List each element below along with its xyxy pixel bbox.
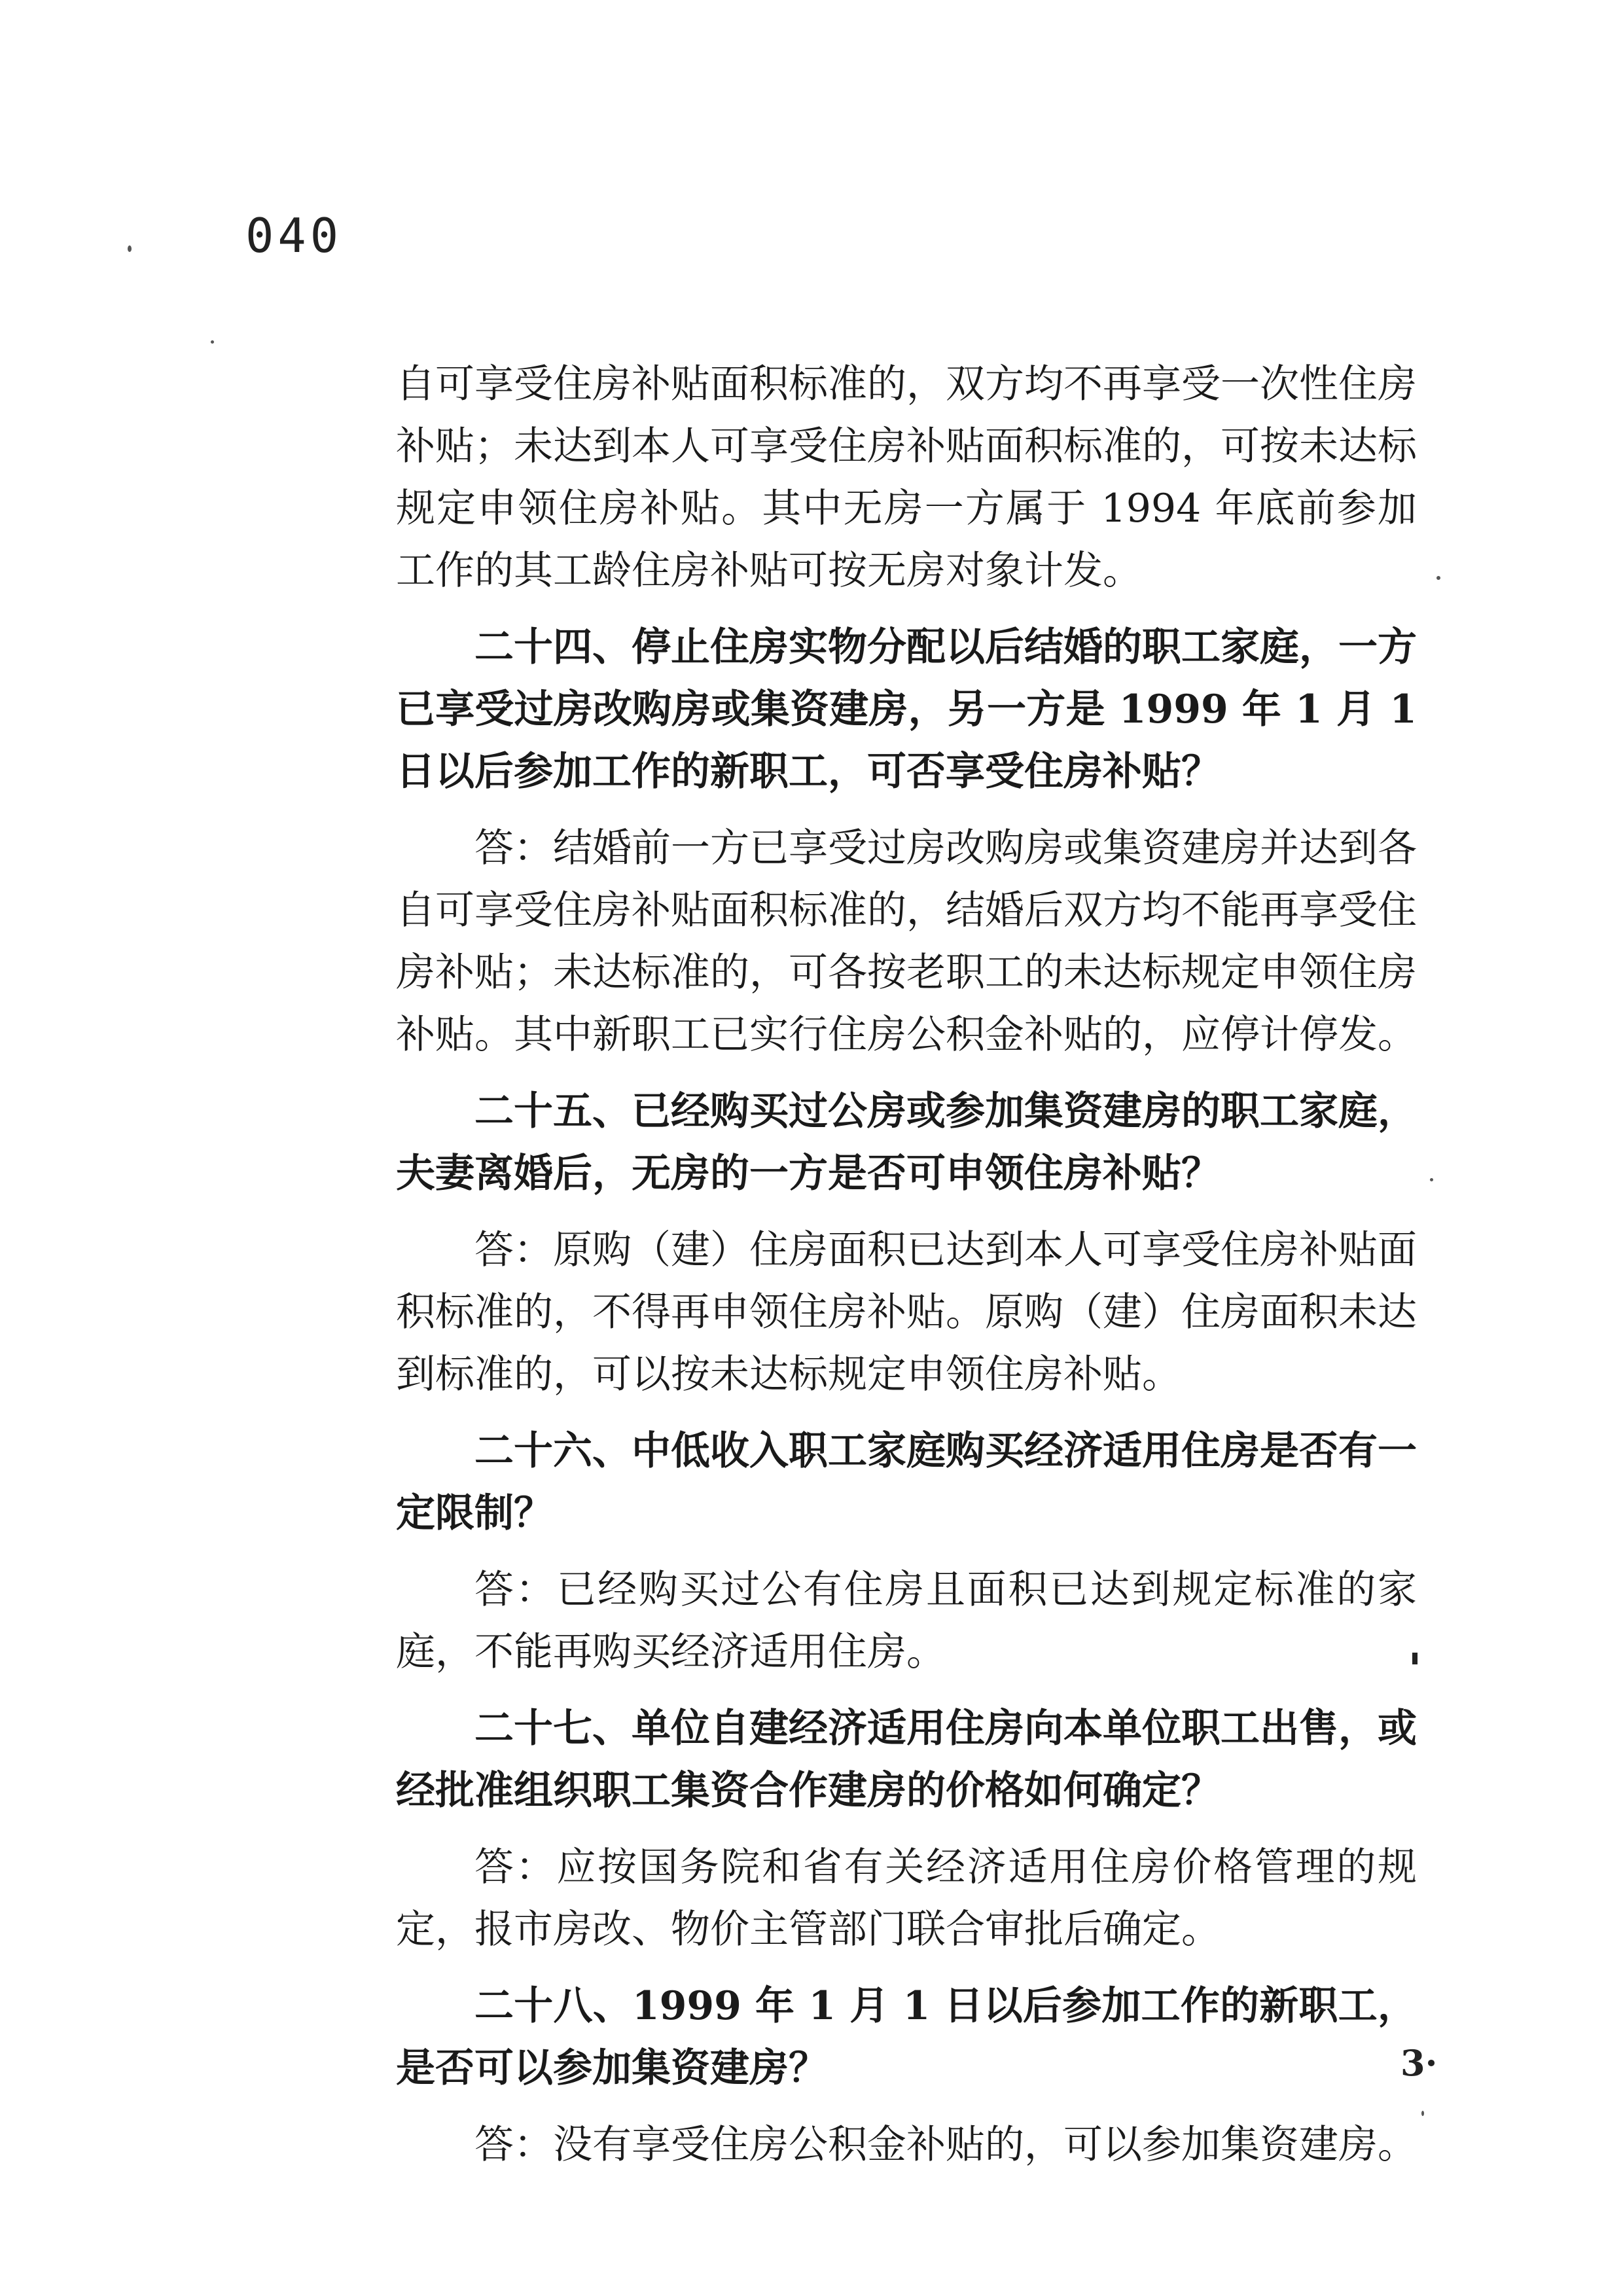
scan-speck [1412, 1653, 1418, 1664]
footer-page-mark: 3· [1400, 2042, 1438, 2084]
question-24: 二十四、停止住房实物分配以后结婚的职工家庭，一方已享受过房改购房或集资建房，另一方是 1999 年 1 月 1 日以后参加工作的新职工，可否享受住房补贴？ [396, 624, 1417, 795]
answer-25: 答：原购（建）住房面积已达到本人可享受住房补贴面积标准的，不得再申领住房补贴。原购（建）住房面积未达到标准的，可以按未达标规定申领住房补贴。 [396, 1227, 1417, 1397]
answer-27: 答：应按国务院和省有关经济适用住房价格管理的规定，报市房改、物价主管部门联合审批后确定。 [396, 1844, 1417, 1952]
scan-speck [128, 245, 132, 252]
answer-28: 答：没有享受住房公积金补贴的，可以参加集资建房。 [474, 2122, 1417, 2168]
scan-speck [1421, 2111, 1424, 2116]
question-28: 二十八、1999 年 1 月 1 日以后参加工作的新职工，是否可以参加集资建房？ [396, 1983, 1417, 2091]
document-body [396, 353, 1417, 2191]
answer-24: 答：结婚前一方已享受过房改购房或集资建房并达到各自可享受住房补贴面积标准的，结婚后双方均不能再享受住房补贴；未达标准的，可各按老职工的未达标规定申领住房补贴。其中新职工已实行住房公积金补贴的，应停计停发。 [396, 825, 1417, 1058]
answer-26: 答：已经购买过公有住房且面积已达到规定标准的家庭，不能再购买经济适用住房。 [396, 1567, 1417, 1675]
question-27: 二十七、单位自建经济适用住房向本单位职工出售，或经批准组织职工集资合作建房的价格如何确定？ [396, 1706, 1417, 1814]
page-number: 040 [245, 208, 343, 263]
paragraph-continuation: 自可享受住房补贴面积标准的，双方均不再享受一次性住房补贴；未达到本人可享受住房补贴面积标准的，可按未达标规定申领住房补贴。其中无房一方属于 1994 年底前参加工作的其工龄住房补贴可按无房对象计发。 [396, 361, 1417, 594]
scan-speck [1436, 576, 1440, 580]
scan-speck [211, 340, 214, 344]
question-25: 二十五、已经购买过公房或参加集资建房的职工家庭，夫妻离婚后，无房的一方是否可申领住房补贴？ [396, 1088, 1417, 1196]
question-26: 二十六、中低收入职工家庭购买经济适用住房是否有一定限制？ [396, 1428, 1417, 1536]
scan-speck [1430, 1178, 1433, 1181]
